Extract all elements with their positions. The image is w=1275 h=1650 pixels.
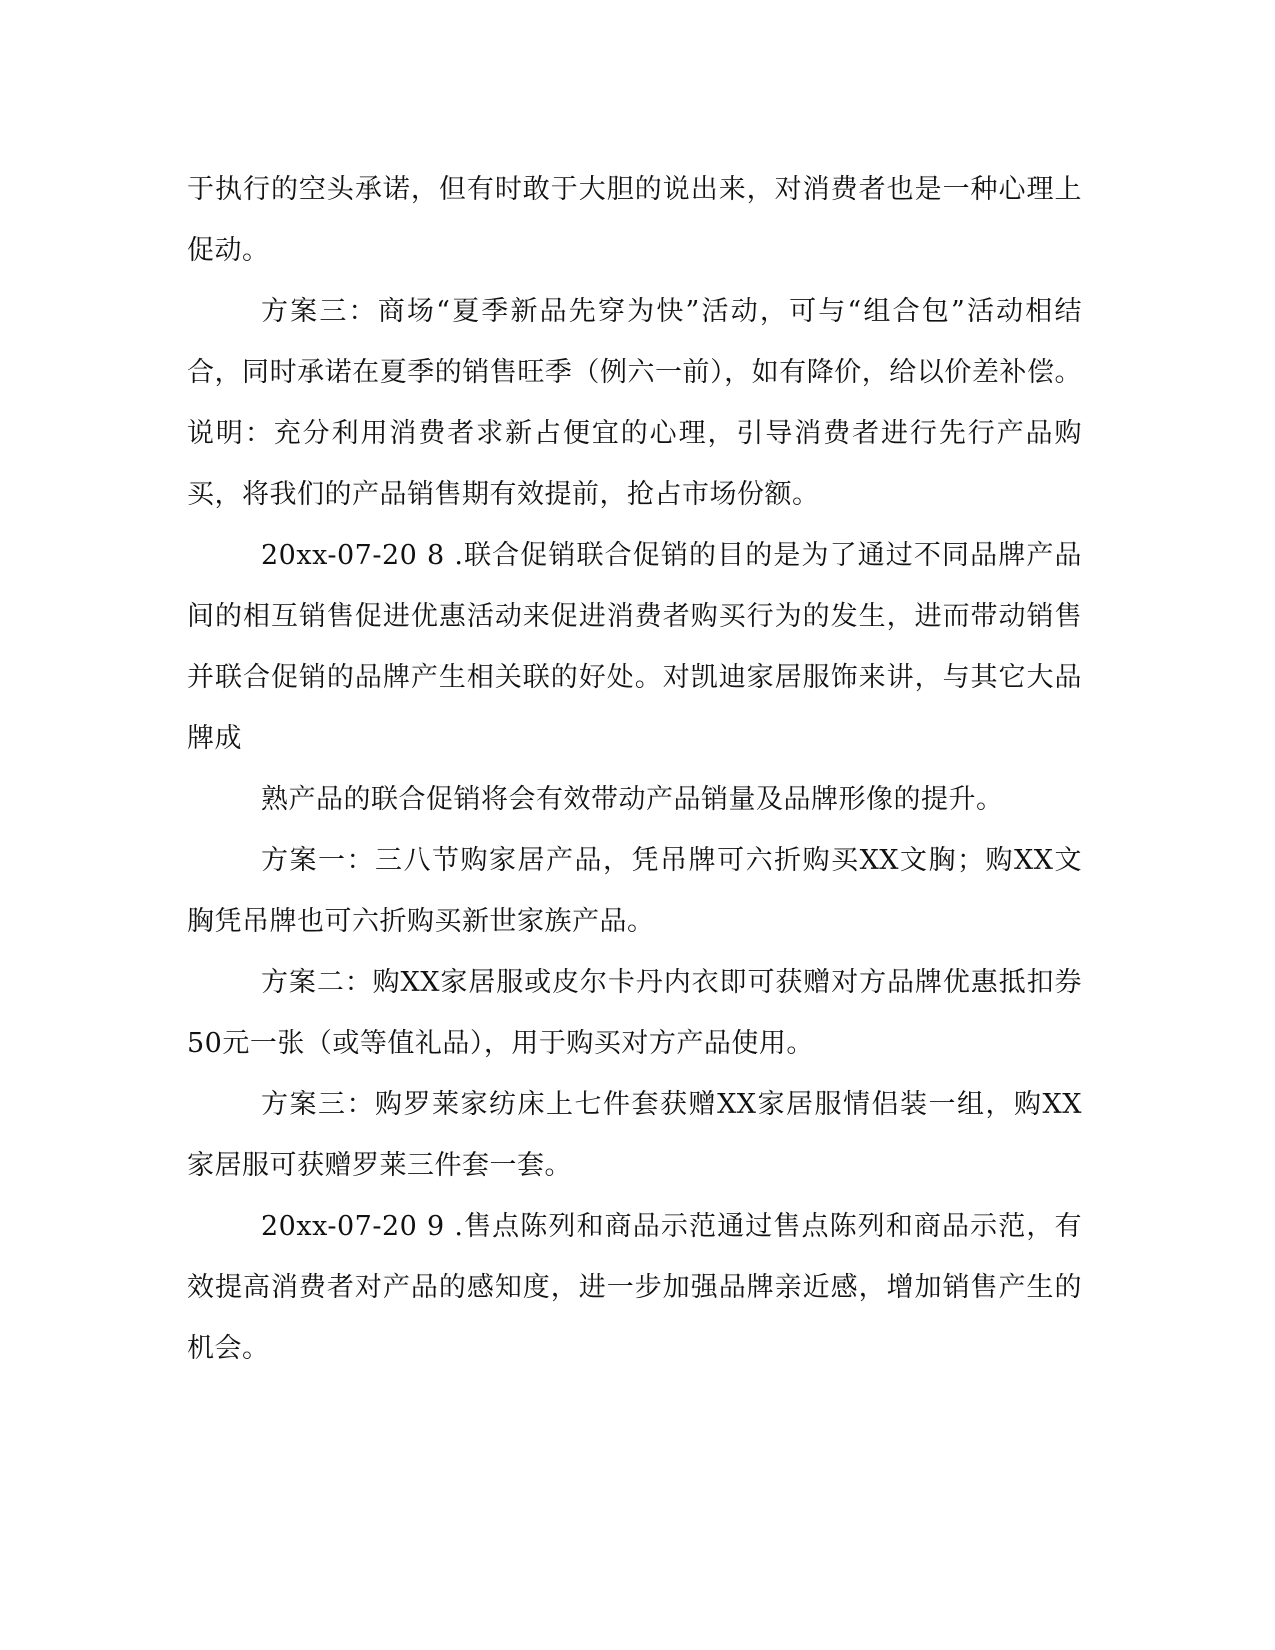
paragraph-1: 于执行的空头承诺，但有时敢于大胆的说出来，对消费者也是一种心理上促动。	[187, 174, 1082, 266]
paragraph-4: 熟产品的联合促销将会有效带动产品销量及品牌形像的提升。	[261, 784, 1004, 815]
paragraph-5: 方案一：三八节购家居产品，凭吊牌可六折购买XX文胸；购XX文胸凭吊牌也可六折购买新世家族产品。	[187, 845, 1082, 937]
paragraph-2: 方案三：商场“夏季新品先穿为快”活动，可与“组合包”活动相结合，同时承诺在夏季的销售旺季（例六一前），如有降价，给以价差补偿。说明：充分利用消费者求新占便宜的心理，引导消费者进行先行产品购买，将我们的产品销售期有效提前，抢占市场份额。	[187, 296, 1082, 510]
paragraph-3: 20xx-07-20 8 .联合促销联合促销的目的是为了通过不同品牌产品间的相互销售促进优惠活动来促进消费者购买行为的发生，进而带动销售并联合促销的品牌产生相关联的好处。对凯迪家居服饰来讲，与其它大品牌成	[187, 540, 1082, 754]
paragraph-8: 20xx-07-20 9 .售点陈列和商品示范通过售点陈列和商品示范，有效提高消费者对产品的感知度，进一步加强品牌亲近感，增加销售产生的机会。	[187, 1211, 1082, 1364]
paragraph-7: 方案三：购罗莱家纺床上七件套获赠XX家居服情侣装一组，购XX家居服可获赠罗莱三件套一套。	[187, 1089, 1082, 1181]
document-body	[187, 159, 1082, 1379]
paragraph-6: 方案二：购XX家居服或皮尔卡丹内衣即可获赠对方品牌优惠抵扣券50元一张（或等值礼品），用于购买对方产品使用。	[187, 967, 1082, 1059]
